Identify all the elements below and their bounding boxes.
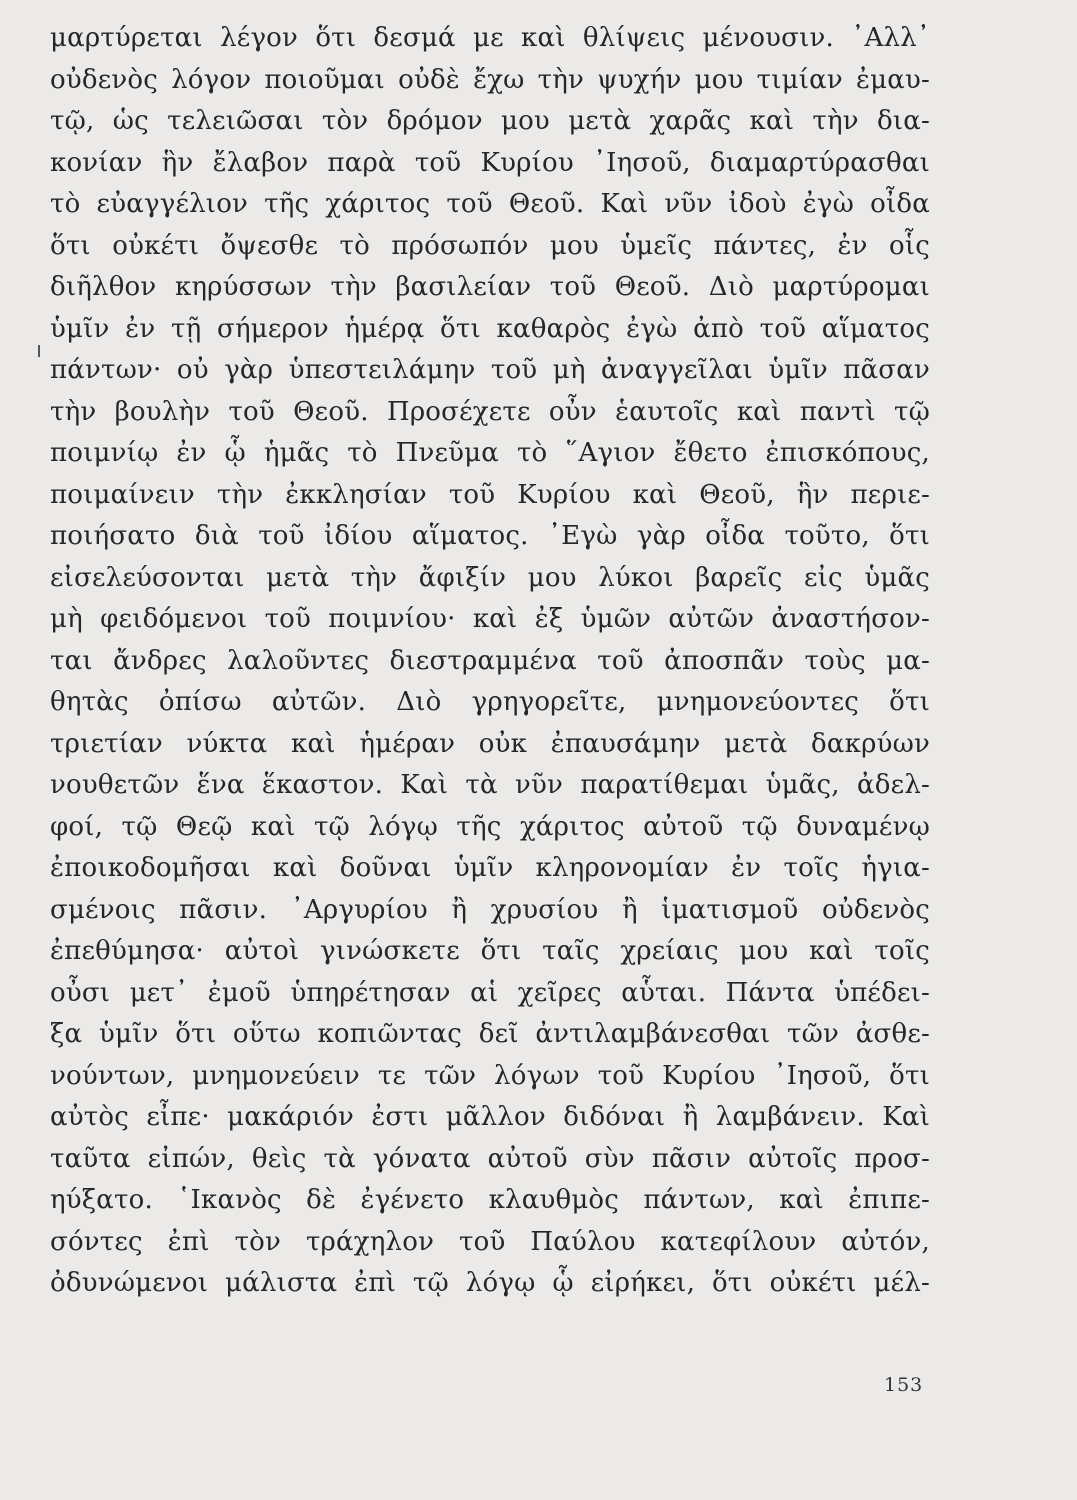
text-line: νούντων, μνημονεύειν τε τῶν λόγων τοῦ Κυρίου ᾿Ιησοῦ, ὅτι xyxy=(50,1060,930,1091)
text-line: πάντων· οὐ γὰρ ὑπεστειλάμην τοῦ μὴ ἀναγγεῖλαι ὑμῖν πᾶσαν xyxy=(50,355,930,385)
text-line: εἰσελεύσονται μετὰ τὴν ἄφιξίν μου λύκοι βαρεῖς εἰς ὑμᾶς xyxy=(50,562,930,593)
text-line: διῆλθον κηρύσσων τὴν βασιλείαν τοῦ Θεοῦ. Διὸ μαρτύρομαι xyxy=(50,272,930,302)
text-line: τριετίαν νύκτα καὶ ἡμέραν οὐκ ἐπαυσάμην μετὰ δακρύων xyxy=(50,728,930,759)
text-line: τῷ, ὡς τελειῶσαι τὸν δρόμον μου μετὰ χαρᾶς καὶ τὴν δια- xyxy=(50,106,930,136)
text-line: ηύξατο. ῾Ικανὸς δὲ ἐγένετο κλαυθμὸς πάντων, καὶ ἐπιπε- xyxy=(50,1185,930,1215)
text-line: ξα ὑμῖν ὅτι οὕτω κοπιῶντας δεῖ ἀντιλαμβάνεσθαι τῶν ἀσθε- xyxy=(50,1019,930,1049)
text-line: τὸ εὐαγγέλιον τῆς χάριτος τοῦ Θεοῦ. Καὶ νῦν ἰδοὺ ἐγὼ οἶδα xyxy=(50,189,930,219)
text-line: ὅτι οὐκέτι ὄψεσθε τὸ πρόσωπόν μου ὑμεῖς πάντες, ἐν οἷς xyxy=(50,230,930,261)
text-line: ἐποικοδομῆσαι καὶ δοῦναι ὑμῖν κληρονομίαν ἐν τοῖς ἡγια- xyxy=(50,853,930,883)
text-line: ἐπεθύμησα· αὐτοὶ γινώσκετε ὅτι ταῖς χρείαις μου καὶ τοῖς xyxy=(50,936,930,966)
text-line: ποιμνίῳ ἐν ᾧ ἡμᾶς τὸ Πνεῦμα τὸ ῞Αγιον ἔθετο ἐπισκόπους, xyxy=(50,438,930,468)
text-line: ὀδυνώμενοι μάλιστα ἐπὶ τῷ λόγῳ ᾧ εἰρήκει, ὅτι οὐκέτι μέλ- xyxy=(50,1268,930,1298)
text-line: ὑμῖν ἐν τῇ σήμερον ἡμέρᾳ ὅτι καθαρὸς ἐγὼ ἀπὸ τοῦ αἵματος xyxy=(50,313,930,344)
text-line: οὐδενὸς λόγον ποιοῦμαι οὐδὲ ἔχω τὴν ψυχήν μου τιμίαν ἐμαυ- xyxy=(50,64,930,95)
text-line: ται ἄνδρες λαλοῦντες διεστραμμένα τοῦ ἀποσπᾶν τοὺς μα- xyxy=(50,645,930,676)
text-line: ποιμαίνειν τὴν ἐκκλησίαν τοῦ Κυρίου καὶ Θεοῦ, ἣν περιε- xyxy=(50,479,930,510)
margin-mark xyxy=(38,345,40,357)
text-line: σόντες ἐπὶ τὸν τράχηλον τοῦ Παύλου κατεφίλουν αὐτόν, xyxy=(50,1226,930,1257)
text-line: ποιήσατο διὰ τοῦ ἰδίου αἵματος. ᾿Εγὼ γὰρ οἶδα τοῦτο, ὅτι xyxy=(50,521,930,551)
text-line: ταῦτα εἰπών, θεὶς τὰ γόνατα αὐτοῦ σὺν πᾶσιν αὐτοῖς προσ- xyxy=(50,1143,930,1174)
page-number: 153 xyxy=(884,1374,924,1396)
text-line: αὐτὸς εἶπε· μακάριόν ἐστι μᾶλλον διδόναι ἢ λαμβάνειν. Καὶ xyxy=(50,1102,930,1132)
text-line: οὖσι μετ᾽ ἐμοῦ ὑπηρέτησαν αἱ χεῖρες αὗται. Πάντα ὑπέδει- xyxy=(50,977,930,1008)
text-line: μαρτύρεται λέγον ὅτι δεσμά με καὶ θλίψεις μένουσιν. ᾿Αλλ᾽ xyxy=(50,23,930,53)
text-line: σμένοις πᾶσιν. ᾿Αργυρίου ἢ χρυσίου ἢ ἱματισμοῦ οὐδενὸς xyxy=(50,894,930,925)
text-line: φοί, τῷ Θεῷ καὶ τῷ λόγῳ τῆς χάριτος αὐτοῦ τῷ δυναμένῳ xyxy=(50,811,930,842)
text-line: κονίαν ἣν ἔλαβον παρὰ τοῦ Κυρίου ᾿Ιησοῦ, διαμαρτύρασθαι xyxy=(50,147,930,178)
body-text xyxy=(50,18,930,1305)
text-line: τὴν βουλὴν τοῦ Θεοῦ. Προσέχετε οὖν ἑαυτοῖς καὶ παντὶ τῷ xyxy=(50,396,930,427)
text-line: μὴ φειδόμενοι τοῦ ποιμνίου· καὶ ἐξ ὑμῶν αὐτῶν ἀναστήσον- xyxy=(50,604,930,634)
text-line: θητὰς ὀπίσω αὐτῶν. Διὸ γρηγορεῖτε, μνημονεύοντες ὅτι xyxy=(50,687,930,717)
text-line: νουθετῶν ἕνα ἕκαστον. Καὶ τὰ νῦν παρατίθεμαι ὑμᾶς, ἀδελ- xyxy=(50,770,930,800)
